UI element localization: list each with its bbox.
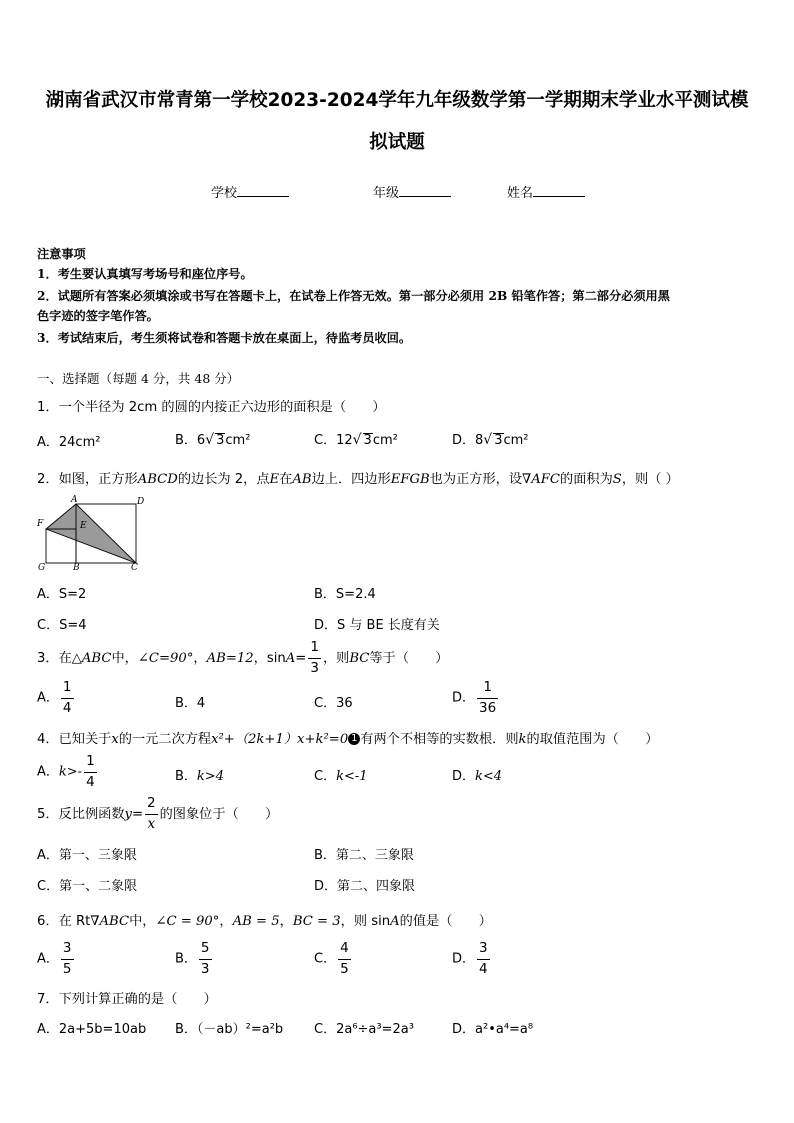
note-item: 色字迹的签字笔作答。 (37, 309, 159, 323)
question-6-stem: 6．在 Rt∇ABC中，∠C = 90°，AB = 5，BC = 3，则 sinA的值是（ ） (37, 914, 492, 929)
q1-option-c: C．12√ 3cm² (314, 432, 398, 448)
name-label: 姓名 (507, 186, 534, 201)
figure-label-d: D (137, 497, 145, 507)
figure-label-b: B (73, 563, 80, 572)
question-1-stem: 1．一个半径为 2cm 的圆的内接正六边形的面积是（ ） (37, 400, 386, 415)
grade-blank (399, 184, 451, 197)
note-item: 2．试题所有答案必须填涂或书写在答题卡上，在试卷上作答无效。第一部分必须用 2B 铅笔作答；第二部分必须用黑 (37, 289, 670, 303)
note-item: 3．考试结束后，考生须将试卷和答题卡放在桌面上，待监考员收回。 (37, 331, 412, 345)
question-2-stem: 2．如图，正方形ABCD的边长为 2，点E在AB边上．四边形EFGB也为正方形，设∇AFC的面积为S，则（ ） (37, 472, 679, 487)
question-4-stem: 4．已知关于x的一元二次方程x²+（2k+1）x+k²=0 1 有两个不相等的实数根．则k的取值范围为（ ） (37, 732, 659, 747)
q2-option-c: C．S=4 (37, 618, 87, 633)
q5-option-b: B．第二、三象限 (314, 848, 414, 863)
figure-label-a: A (71, 495, 78, 505)
school-label: 学校 (211, 186, 238, 201)
q7-option-d: D．a²•a⁴=a⁸ (452, 1022, 534, 1037)
q3-option-a: A． $\frac{1}{4}$ (37, 679, 72, 716)
name-blank (533, 184, 585, 197)
q4-option-b: B．k>4 (175, 769, 224, 784)
grade-field (373, 182, 451, 201)
q5-option-c: C．第一、二象限 (37, 879, 138, 894)
fraction: $\frac{1}{3}$ (310, 639, 319, 676)
figure-label-g: G (38, 563, 46, 572)
paper-title-line2: 拟试题 (369, 132, 425, 153)
q3-option-d: D． $\frac{1}{36}$ (452, 679, 497, 716)
question-3-stem: 3．在△ABC中，∠C=90°，AB=12，sinA= $\frac{1}{3}$ ，则BC等于（ ） (37, 639, 449, 676)
q7-option-b: B．（－ab）²=a²b (175, 1022, 284, 1037)
q6-option-b: B． $\frac{5}{3}$ (175, 940, 210, 977)
q2-option-b: B．S=2.4 (314, 587, 376, 602)
q7-option-a: A．2a+5b=10ab (37, 1022, 147, 1037)
q1-option-d: D．8√ 3cm² (452, 432, 529, 448)
q4-option-c: C．k<-1 (314, 769, 368, 784)
q3-option-b: B．4 (175, 696, 206, 711)
q7-option-c: C．2a⁶÷a³=2a³ (314, 1022, 414, 1037)
q5-option-a: A．第一、三象限 (37, 848, 137, 863)
circled-number: 1 (348, 733, 360, 745)
q3-option-c: C．36 (314, 696, 353, 711)
q4-option-a: A．k>- $\frac{1}{4}$ (37, 753, 95, 790)
note-item: 1．考生要认真填写考场号和座位序号。 (37, 267, 253, 281)
q6-option-c: C． $\frac{4}{5}$ (314, 940, 349, 977)
name-field (507, 182, 585, 201)
figure-label-e: E (80, 521, 87, 531)
question-5-stem: 5．反比例函数y= $\frac{2}{x}$ 的图象位于（ ） (37, 795, 279, 832)
question-7-stem: 7．下列计算正确的是（ ） (37, 992, 217, 1007)
q1-option-a: A．24cm² (37, 435, 101, 450)
notes-heading: 注意事项 (37, 247, 86, 261)
figure-label-f: F (37, 519, 44, 529)
q1-option-b: B．6√ 3cm² (175, 432, 251, 448)
paper-title-line1: 湖南省武汉市常青第一学校2023-2024学年九年级数学第一学期期末学业水平测试模 (45, 90, 749, 111)
figure-label-c: C (131, 563, 138, 572)
triangle-afc-shaded (46, 504, 136, 563)
q6-option-a: A． $\frac{3}{5}$ (37, 940, 72, 977)
q2-option-a: A．S=2 (37, 587, 87, 602)
q2-option-d: D．S 与 BE 长度有关 (314, 618, 440, 633)
section-heading: 一、选择题（每题 4 分，共 48 分） (37, 371, 240, 386)
square-geometry-figure (33, 494, 148, 572)
school-blank (237, 184, 289, 197)
q5-option-d: D．第二、四象限 (314, 879, 416, 894)
q4-option-d: D．k<4 (452, 769, 503, 784)
grade-label: 年级 (373, 186, 400, 201)
school-field (211, 182, 289, 201)
q6-option-d: D． $\frac{3}{4}$ (452, 940, 488, 977)
